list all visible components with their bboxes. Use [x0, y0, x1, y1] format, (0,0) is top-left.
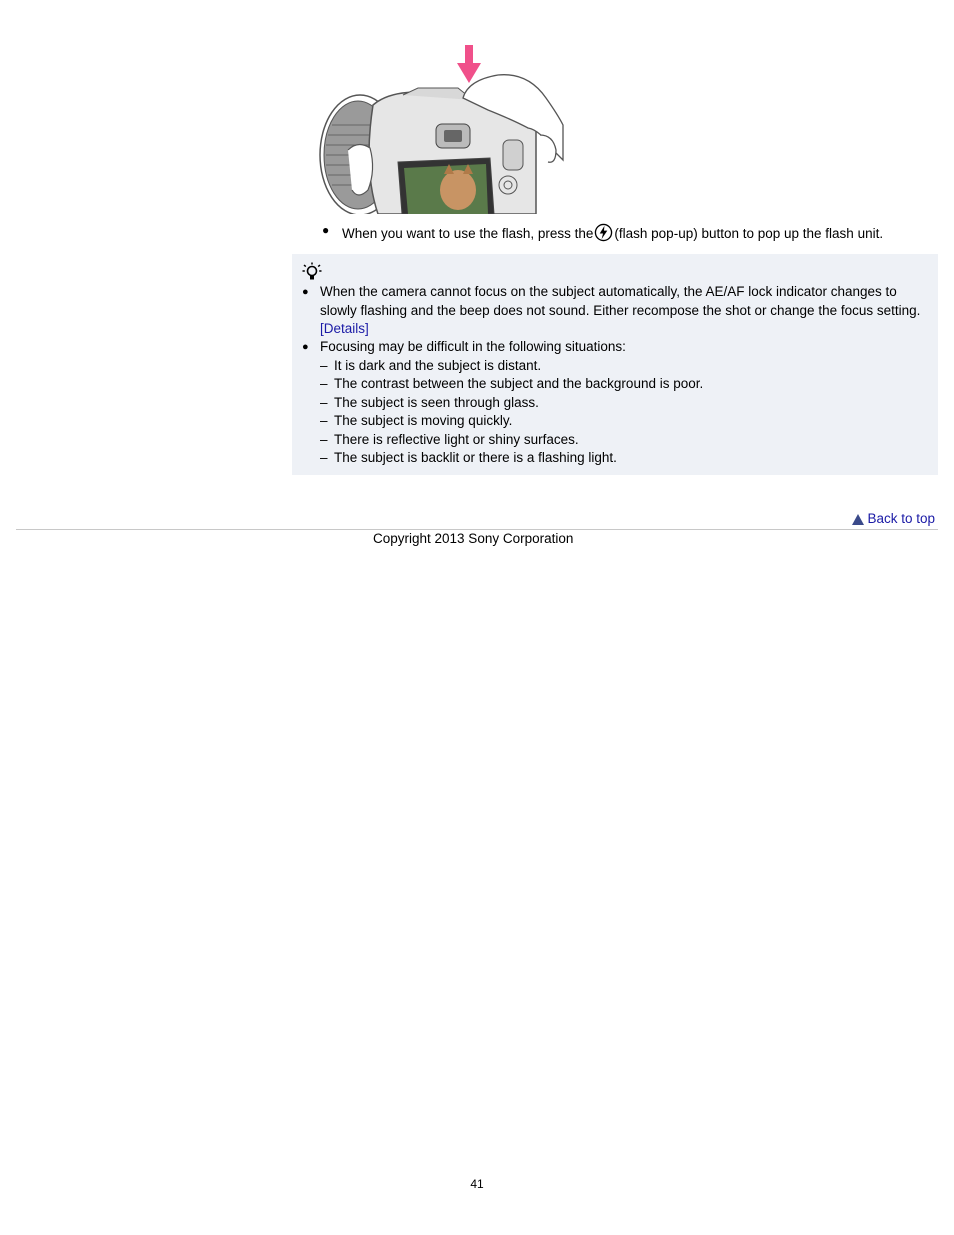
triangle-up-icon — [852, 514, 864, 525]
situation-item: – The contrast between the subject and the background is poor. — [320, 376, 704, 391]
situation-item: – The subject is seen through glass. — [320, 395, 539, 410]
copyright: Copyright 2013 Sony Corporation — [373, 531, 574, 546]
camera-flash-illustration — [318, 40, 568, 214]
hint-item-text: When the camera cannot focus on the subject automatically, the AE/AF lock indicator changes to slowly flashing and the beep does not sound. Either recompose the shot or change the focus setting. [Details] — [320, 284, 921, 336]
bullet: ● — [302, 341, 309, 353]
note-text-after: (flash pop-up) button to pop up the flash unit. — [614, 226, 884, 241]
hint-box — [292, 254, 938, 475]
divider — [16, 529, 938, 530]
bullet: ● — [302, 286, 309, 298]
page-number: 41 — [470, 1177, 484, 1191]
bullet: ● — [322, 223, 330, 237]
back-to-top-label: Back to top — [867, 511, 935, 526]
flash-note-text — [342, 223, 883, 243]
lightbulb-icon — [302, 262, 322, 282]
situation-item: – The subject is moving quickly. — [320, 413, 513, 428]
situation-item: – The subject is backlit or there is a flashing light. — [320, 450, 617, 465]
flash-popup-icon — [594, 223, 613, 242]
situation-item: – There is reflective light or shiny surfaces. — [320, 432, 579, 447]
hint-item-text: Focusing may be difficult in the following situations: — [320, 339, 626, 354]
situation-item: – It is dark and the subject is distant. — [320, 358, 542, 373]
note-text-before: When you want to use the flash, press the — [342, 226, 594, 241]
details-link[interactable]: [Details] — [320, 321, 369, 336]
back-to-top-link[interactable] — [852, 511, 935, 526]
